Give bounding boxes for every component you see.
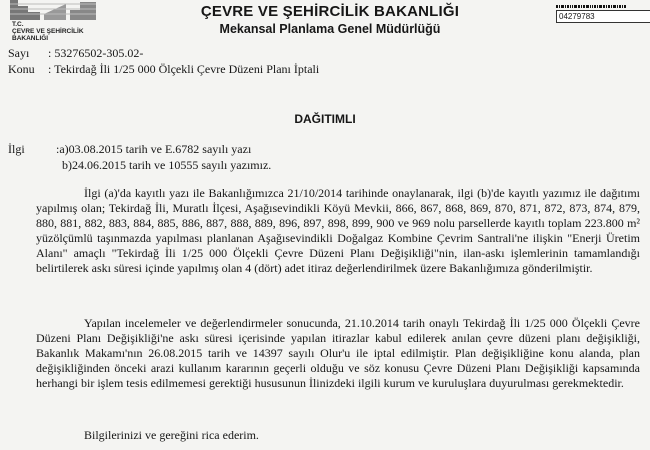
ilgi-b: b)24.06.2015 tarih ve 10555 sayılı yazımız. <box>62 158 272 172</box>
logo-line: ÇEVRE VE ŞEHİRCİLİK <box>12 28 84 35</box>
konu-row <box>8 62 319 76</box>
sayi-label: Sayı <box>8 46 30 60</box>
logo-line: T.C. <box>12 21 24 28</box>
ministry-logo <box>10 0 102 42</box>
sayi-row <box>8 46 143 60</box>
ministry-emblem-icon <box>10 0 96 20</box>
ilgi-label: İlgi <box>8 142 25 156</box>
paragraph-3-block <box>36 428 640 443</box>
paragraph: İlgi (a)'da kayıtlı yazı ile Bakanlığımızca 21/10/2014 tarihinde onaylanarak, ilgi (b)'de kayıtlı yazımız ile dağıtımı yapılmış olan; Tekirdağ İli, Muratlı İlçesi, Aşağısevindikli Köyü Mevkii, 866, 867, 868, 869, 870, 871, 872, 873, 874, 879, 880, 881, 882, 883, 884, 885, 886, 887, 888, 889, 896, 897, 898, 899, 900 ve 969 nolu parsellerde kayıtlı toplam 223.800 m² yüzölçümlü taşınmazda yapılması planlanan Aşağısevindikli Doğalgaz Kombine Çevrim Santrali'ne ilişkin "Enerji Üretim Alanı" amaçlı "Tekirdağ İli 1/25 000 Ölçekli Çevre Düzeni Planı Değişikliği"nin, ilan-askı işlemlerinin tamamlandığı belirtilerek askı süresi içinde yapılmış olan 4 (dört) adet itiraz değerlendirilmek üzere Bakanlığımıza gönderilmiştir. <box>36 186 640 275</box>
logo-text <box>12 21 84 42</box>
document-number: 04279783 <box>556 10 650 23</box>
sayi-value: : 53276502-305.02- <box>48 46 144 60</box>
closing-line: Bilgilerinizi ve gereğini rica ederim. <box>84 428 259 442</box>
distribution-heading: DAĞITIMLI <box>294 112 356 126</box>
barcode <box>556 0 650 8</box>
paragraph-2-block <box>36 316 640 391</box>
konu-label: Konu <box>8 62 35 76</box>
logo-line: BAKANLIĞI <box>12 35 49 42</box>
paragraph: Yapılan incelemeler ve değerlendirmeler sonucunda, 21.10.2014 tarih onaylı Tekirdağ İli 1/25 000 Ölçekli Çevre Düzeni Planı Değişikliği'ne askı süresi içerisinde yapılan itirazlar kabul edilerek anılan çevre düzeni planı değişikliği, Bakanlık Makamı'nın 26.08.2015 tarih ve 14397 sayılı Olur'u ile iptal edilmiştir. Plan değişikliğine konu alanda, plan değişikliğinden önceki arazi kullanım kararının geçerli olduğu ve söz konusu Çevre Düzeni Planı Değişikliği kapsamında herhangi bir işlem tesis edilmemesi gerektiği hususunun İlinizdeki ilgili kurum ve kuruluşlara duyurulması gerekmektedir. <box>36 316 640 390</box>
ministry-title: ÇEVRE VE ŞEHİRCİLİK BAKANLIĞI <box>200 3 460 20</box>
ilgi-a: :a)03.08.2015 tarih ve E.6782 sayılı yazı <box>56 142 252 156</box>
directorate-title: Mekansal Planlama Genel Müdürlüğü <box>219 22 441 36</box>
konu-value: : Tekirdağ İli 1/25 000 Ölçekli Çevre Düzeni Planı İptali <box>48 62 320 76</box>
paragraph-1-block <box>36 186 640 276</box>
